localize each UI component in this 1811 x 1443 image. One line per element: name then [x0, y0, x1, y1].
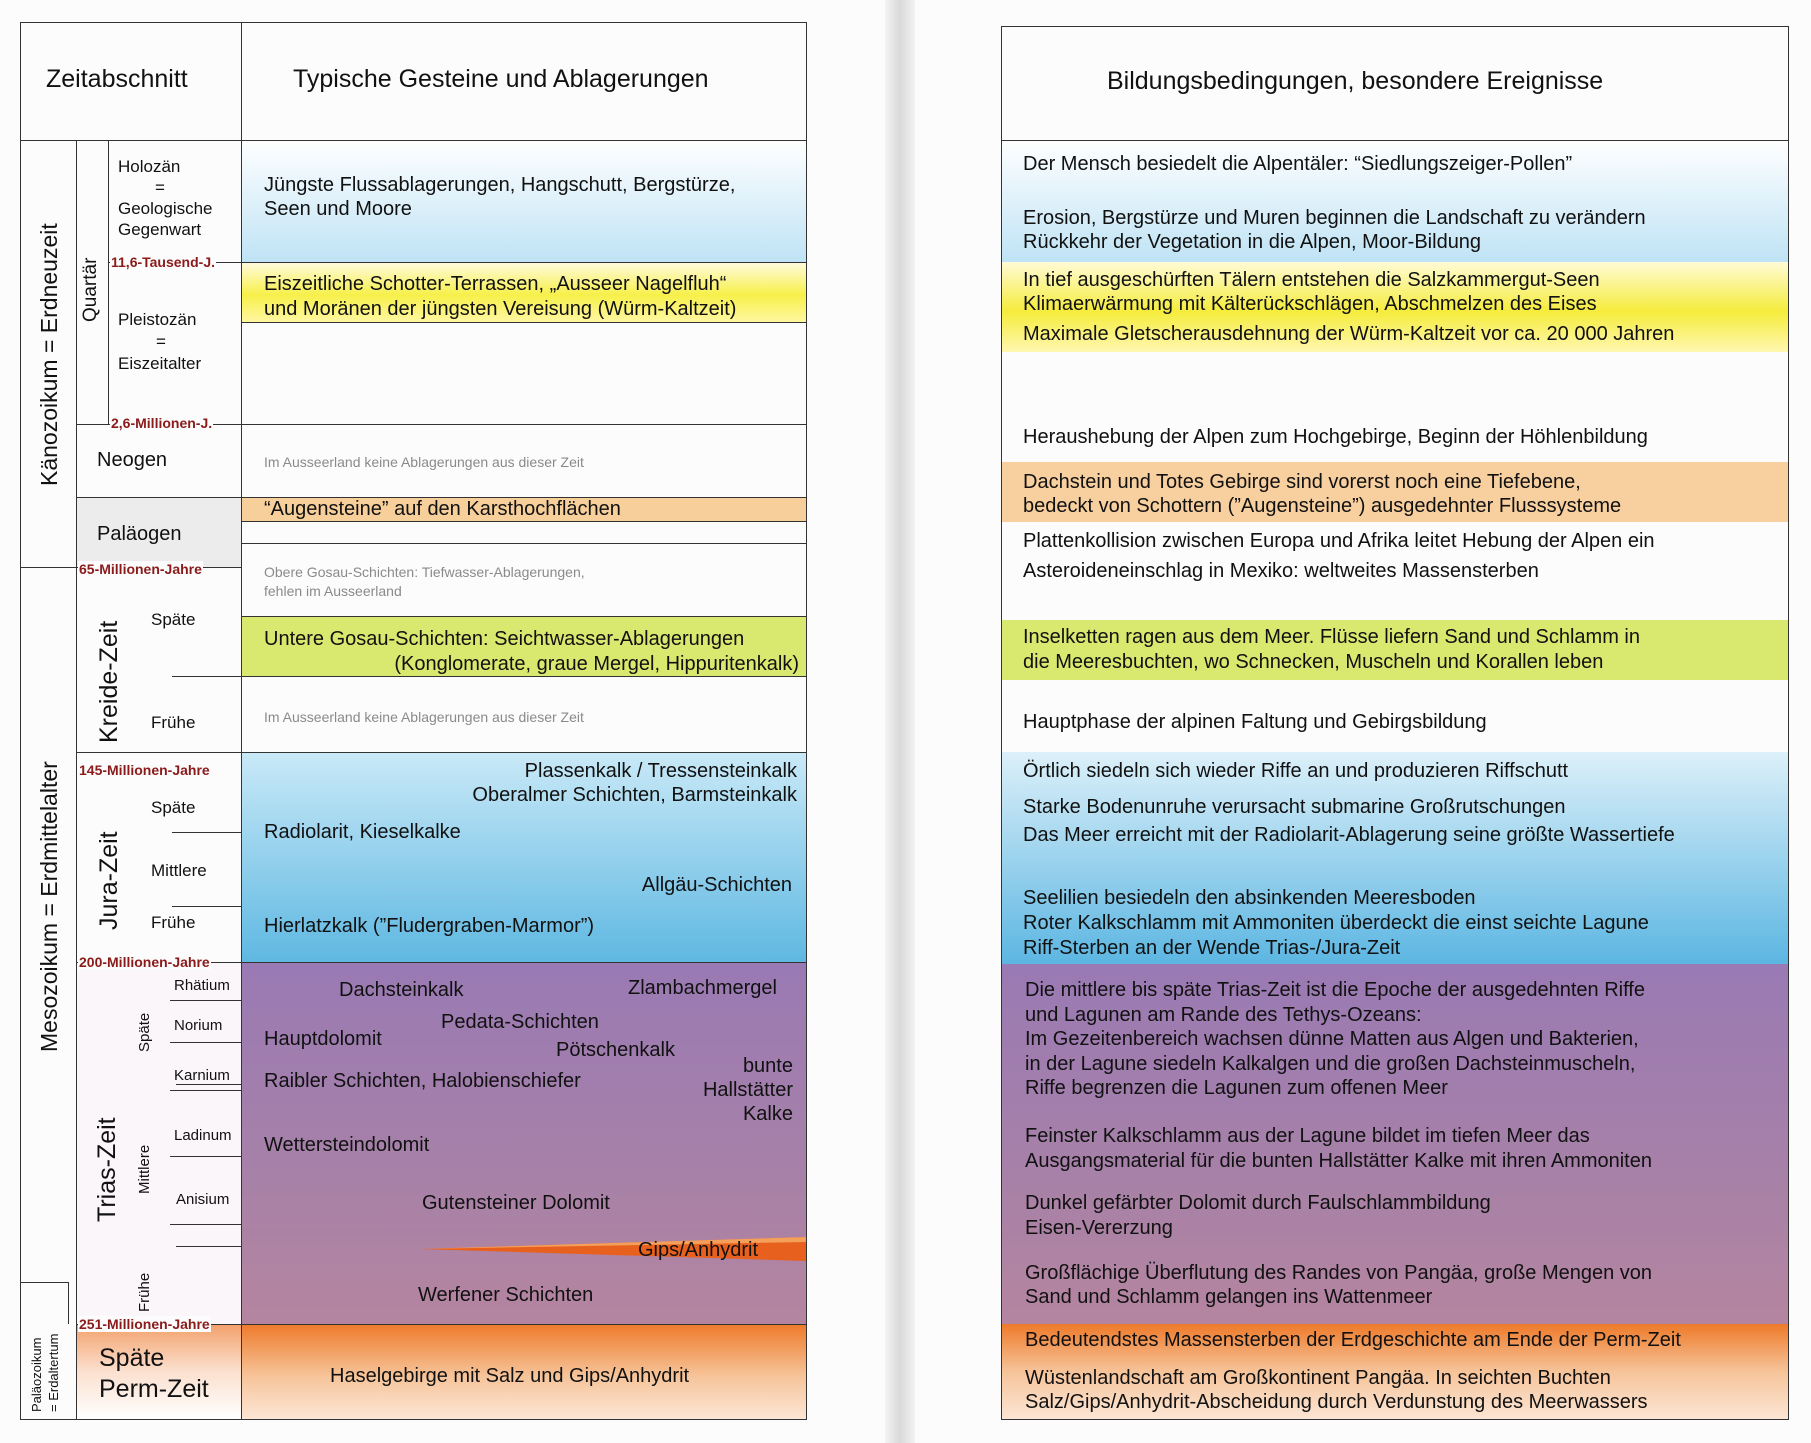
era-palaeozoikum-2: = Erdaltertum — [46, 1333, 61, 1412]
boundary-251-millionen: 251-Millionen-Jahre — [79, 1316, 210, 1332]
rock-gutensteiner: Gutensteiner Dolomit — [422, 1192, 610, 1214]
rock-wetterstein: Wettersteindolomit — [264, 1134, 430, 1156]
period-neogen: Neogen — [97, 449, 168, 471]
event-19: Bedeutendstes Massensterben der Erdgeschichte am Ende der Perm-Zeit — [1025, 1329, 1681, 1351]
event-7: Plattenkollision zwischen Europa und Afrika leitet Hebung der Alpen ein — [1023, 530, 1655, 552]
epoch-trias-fruehe: Frühe — [136, 1272, 153, 1312]
event-6a: Dachstein und Totes Gebirge sind vorerst noch eine Tiefebene, — [1023, 471, 1581, 493]
event-1: Der Mensch besiedelt die Alpentäler: “Siedlungszeiger-Pollen” — [1023, 153, 1573, 175]
epoch-kreide-fruehe: Frühe — [151, 713, 196, 732]
rock-dachsteinkalk: Dachsteinkalk — [339, 979, 464, 1001]
event-14a: Seelilien besiedeln den absinkenden Meeresboden — [1023, 887, 1476, 909]
rock-zlambach: Zlambachmergel — [628, 977, 777, 999]
epoch-jura-spaete: Späte — [151, 798, 196, 817]
rock-raibler: Raibler Schichten, Halobienschiefer — [264, 1070, 581, 1092]
event-20a: Wüstenlandschaft am Großkontinent Pangäa. In seichten Buchten — [1025, 1367, 1611, 1389]
event-14c: Riff-Sterben an der Wende Trias-/Jura-Zeit — [1023, 937, 1401, 959]
stage-norium: Norium — [174, 1017, 223, 1034]
event-15d: in der Lagune siedeln Kalkalgen und die großen Dachsteinmuscheln, — [1025, 1053, 1636, 1075]
period-jura: Jura-Zeit — [95, 831, 123, 930]
event-5: Heraushebung der Alpen zum Hochgebirge, Beginn der Höhlenbildung — [1023, 426, 1648, 448]
era-palaeozoikum-1: Paläozoikum — [29, 1337, 44, 1412]
stage-rhaetium: Rhätium — [174, 977, 230, 994]
epoch-trias-mittlere: Mittlere — [136, 1144, 153, 1194]
rock-allgaeu: Allgäu-Schichten — [641, 874, 792, 896]
era-mesozoikum: Mesozoikum = Erdmittelalter — [36, 761, 62, 1052]
boundary-11-6-tausend: 11,6-Tausend-J. — [111, 254, 216, 270]
event-15b: und Lagunen am Rande des Tethys-Ozeans: — [1025, 1004, 1422, 1026]
event-15a: Die mittlere bis späte Trias-Zeit ist die Epoche der ausgedehnten Riffe — [1025, 979, 1645, 1001]
event-6b: bedeckt von Schottern (”Augensteine”) ausgedehnter Flusssysteme — [1023, 495, 1622, 517]
rock-augensteine: “Augensteine” auf den Karsthochflächen — [264, 498, 621, 520]
era-kaenozoikum: Känozoikum = Erdneuzeit — [36, 223, 62, 486]
period-kreide: Kreide-Zeit — [95, 620, 123, 743]
period-palaeogen: Paläogen — [97, 523, 182, 545]
event-17a: Dunkel gefärbter Dolomit durch Faulschlammbildung — [1025, 1192, 1491, 1214]
rock-holozaen-2: Seen und Moore — [264, 198, 412, 220]
event-16a: Feinster Kalkschlamm aus der Lagune bildet im tiefen Meer das — [1025, 1125, 1590, 1147]
event-2b: Rückkehr der Vegetation in die Alpen, Moor-Bildung — [1023, 231, 1482, 253]
rock-bunte: bunte Hallstätter Kalke — [702, 1055, 793, 1125]
event-15c: Im Gezeitenbereich wachsen dünne Matten aus Algen und Bakterien, — [1025, 1028, 1639, 1050]
event-16b: Ausgangsmaterial für die bunten Hallstätter Kalke mit ihren Ammoniten — [1025, 1150, 1652, 1172]
period-quartaer: Quartär — [80, 257, 101, 322]
book-gutter — [885, 0, 915, 1443]
rock-haselgebirge: Haselgebirge mit Salz und Gips/Anhydrit — [330, 1365, 690, 1387]
rock-gips: Gips/Anhydrit — [638, 1239, 759, 1261]
event-10: Hauptphase der alpinen Faltung und Gebirgsbildung — [1023, 711, 1487, 733]
stage-ladinium: Ladinum — [174, 1127, 232, 1144]
rock-hauptdolomit: Hauptdolomit — [264, 1028, 382, 1050]
event-14b: Roter Kalkschlamm mit Ammoniten überdeckt die einst seichte Lagune — [1023, 912, 1649, 934]
header-bildungsbedingungen: Bildungsbedingungen, besondere Ereignisse — [1107, 67, 1604, 95]
rock-untere-gosau-2: (Konglomerate, graue Mergel, Hippuritenkalk) — [394, 653, 799, 675]
epoch-jura-fruehe: Frühe — [151, 913, 196, 932]
boundary-145-millionen: 145-Millionen-Jahre — [79, 762, 210, 778]
rock-neogen: Im Ausseerland keine Ablagerungen aus dieser Zeit — [264, 454, 584, 470]
event-8: Asteroideneinschlag in Mexiko: weltweites Massensterben — [1023, 560, 1539, 582]
stage-karnium: Karnium — [174, 1067, 230, 1084]
event-12: Starke Bodenunruhe verursacht submarine Großrutschungen — [1023, 796, 1566, 818]
event-13: Das Meer erreicht mit der Radiolarit-Ablagerung seine größte Wassertiefe — [1023, 824, 1675, 846]
boundary-2-6-millionen: 2,6-Millionen-J. — [111, 415, 213, 431]
epoch-holozaen: Holozän = Geologische Gegenwart — [118, 157, 213, 239]
rock-pleist-2: und Moränen der jüngsten Vereisung (Würm-Kaltzeit) — [264, 298, 737, 320]
rock-obere-gosau-2: fehlen im Ausseerland — [264, 583, 402, 599]
event-2a: Erosion, Bergstürze und Muren beginnen die Landschaft zu verändern — [1023, 207, 1646, 229]
event-3b: Klimaerwärmung mit Kälterückschlägen, Abschmelzen des Eises — [1023, 293, 1597, 315]
rock-kreide-fruehe: Im Ausseerland keine Ablagerungen aus dieser Zeit — [264, 709, 584, 725]
rock-obere-gosau-1: Obere Gosau-Schichten: Tiefwasser-Ablagerungen, — [264, 564, 585, 580]
epoch-jura-mittlere: Mittlere — [151, 861, 207, 880]
period-perm-1: Späte — [99, 1344, 165, 1372]
event-18b: Sand und Schlamm gelangen ins Wattenmeer — [1025, 1286, 1433, 1308]
epoch-kreide-spaete: Späte — [151, 610, 196, 629]
rock-plassen: Plassenkalk / Tressensteinkalk — [524, 760, 797, 782]
event-11: Örtlich siedeln sich wieder Riffe an und produzieren Riffschutt — [1023, 760, 1569, 782]
header-gesteine: Typische Gesteine und Ablagerungen — [293, 65, 709, 93]
event-17b: Eisen-Vererzung — [1025, 1217, 1173, 1239]
rock-radiolarit: Radiolarit, Kieselkalke — [264, 821, 461, 843]
rock-oberalm: Oberalmer Schichten, Barmsteinkalk — [472, 784, 797, 806]
rock-pleist-1: Eiszeitliche Schotter-Terrassen, „Ausseer Nagelfluh“ — [264, 273, 727, 295]
rock-poetschen: Pötschenkalk — [556, 1039, 675, 1061]
header-zeitabschnitt: Zeitabschnitt — [46, 65, 188, 93]
rock-werfener: Werfener Schichten — [418, 1284, 594, 1306]
rock-untere-gosau-1: Untere Gosau-Schichten: Seichtwasser-Ablagerungen — [264, 628, 745, 650]
stage-anisium: Anisium — [176, 1191, 230, 1208]
period-perm-2: Perm-Zeit — [99, 1375, 209, 1403]
event-9a: Inselketten ragen aus dem Meer. Flüsse liefern Sand und Schlamm in — [1023, 626, 1640, 648]
period-trias: Trias-Zeit — [93, 1117, 121, 1222]
event-20b: Salz/Gips/Anhydrit-Abscheidung durch Verdunstung des Meerwassers — [1025, 1391, 1648, 1413]
rock-holozaen-1: Jüngste Flussablagerungen, Hangschutt, Bergstürze, — [264, 174, 736, 196]
event-15e: Riffe begrenzen die Lagunen zum offenen Meer — [1025, 1077, 1448, 1099]
event-4: Maximale Gletscherausdehnung der Würm-Kaltzeit vor ca. 20 000 Jahren — [1023, 323, 1675, 345]
rock-hierlatz: Hierlatzkalk (”Fludergraben-Marmor”) — [264, 915, 595, 937]
event-18a: Großflächige Überflutung des Randes von Pangäa, große Mengen von — [1025, 1262, 1653, 1284]
epoch-trias-spaete: Späte — [136, 1012, 153, 1052]
rock-pedata: Pedata-Schichten — [441, 1011, 599, 1033]
boundary-200-millionen: 200-Millionen-Jahre — [79, 954, 210, 970]
boundary-65-millionen: 65-Millionen-Jahre — [79, 561, 202, 577]
event-9b: die Meeresbuchten, wo Schnecken, Muscheln und Korallen leben — [1023, 651, 1604, 673]
event-3a: In tief ausgeschürften Tälern entstehen die Salzkammergut-Seen — [1023, 269, 1600, 291]
epoch-pleistozaen: Pleistozän = Eiszeitalter — [118, 310, 202, 373]
